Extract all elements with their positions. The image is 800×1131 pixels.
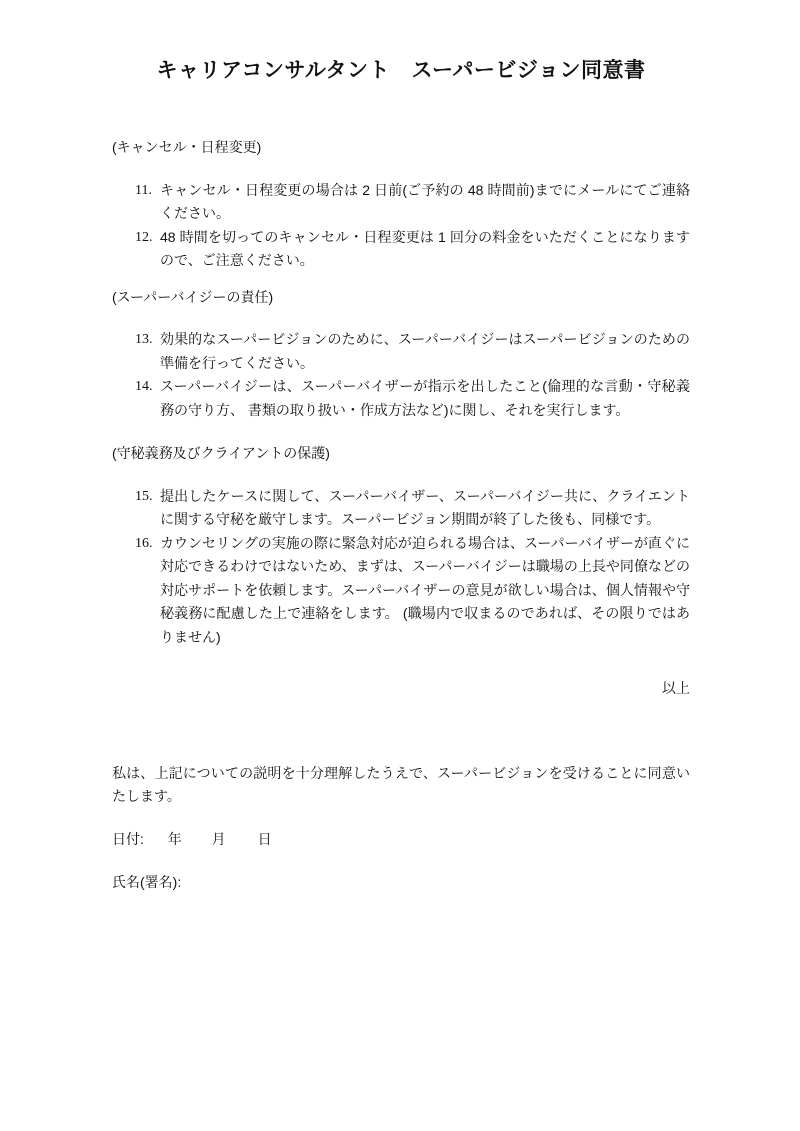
item-text: キャンセル・日程変更の場合は 2 日前(ご予約の 48 時間前)までにメールにてご連絡ください。 <box>160 181 690 221</box>
list-item-12 <box>112 226 690 273</box>
date-year-label: 年 <box>167 830 182 847</box>
section-confidentiality <box>112 442 690 649</box>
item-number: 16. <box>135 535 153 551</box>
document-title: キャリアコンサルタント スーパービジョン同意書 <box>156 59 646 82</box>
closing-statement: 以上 <box>662 680 690 696</box>
date-label: 日付: <box>112 830 144 847</box>
date-month-label: 月 <box>211 830 226 847</box>
item-number: 15. <box>135 488 153 504</box>
list-item-14 <box>112 375 690 422</box>
item-list-cancellation <box>112 179 690 273</box>
signature-label: 氏名(署名): <box>112 874 182 890</box>
list-item-16 <box>112 532 690 650</box>
list-item-11 <box>112 179 690 226</box>
list-item-13 <box>112 328 690 375</box>
item-list-confidentiality <box>112 485 690 650</box>
section-supervisee-responsibility <box>112 286 690 423</box>
list-item-15 <box>112 485 690 532</box>
section-heading-confidentiality: (守秘義務及びクライアントの保護) <box>112 445 330 461</box>
section-heading-supervisee-responsibility: (スーパーバイジーの責任) <box>112 288 274 305</box>
section-cancellation <box>112 136 690 273</box>
consent-statement: 私は、上記についての説明を十分理解したうえで、スーパービジョンを受けることに同意いたします。 <box>112 764 690 804</box>
item-text: カウンセリングの実施の際に緊急対応が迫られる場合は、スーパーバイザーが直ぐに対応できるわけではないため、まずは、スーパーバイジーは職場の上長や同僚などの対応サポートを依頼します。スーパーバイザーの意見が欲しい場合は、個人情報や守秘義務に配慮した上で連絡をします。 (職場内で収まるのであれば、その限りではありません) <box>160 534 690 645</box>
item-number: 11. <box>135 182 152 198</box>
item-number: 13. <box>135 332 153 347</box>
item-number: 12. <box>135 229 153 245</box>
item-text: スーパーバイジーは、スーパーバイザーが指示を出したこと(倫理的な言動・守秘義務の守り方、 書類の取り扱い・作成方法など)に関し、それを実行します。 <box>160 378 690 418</box>
date-line <box>112 828 690 852</box>
item-number: 14. <box>135 379 153 394</box>
date-day-label: 日 <box>257 830 272 847</box>
section-heading-cancellation: (キャンセル・日程変更) <box>112 139 262 155</box>
item-text: 提出したケースに関して、スーパーバイザー、スーパーバイジー共に、クライエントに関する守秘を厳守します。スーパービジョン期間が終了した後も、同様です。 <box>160 487 690 527</box>
item-text: 48 時間を切ってのキャンセル・日程変更は 1 回分の料金をいただくことになりますので、ご注意ください。 <box>160 228 690 268</box>
item-list-supervisee-responsibility <box>112 328 690 422</box>
item-text: 効果的なスーパービジョンのために、スーパーバイジーはスーパービジョンのための準備を行ってください。 <box>160 331 690 371</box>
